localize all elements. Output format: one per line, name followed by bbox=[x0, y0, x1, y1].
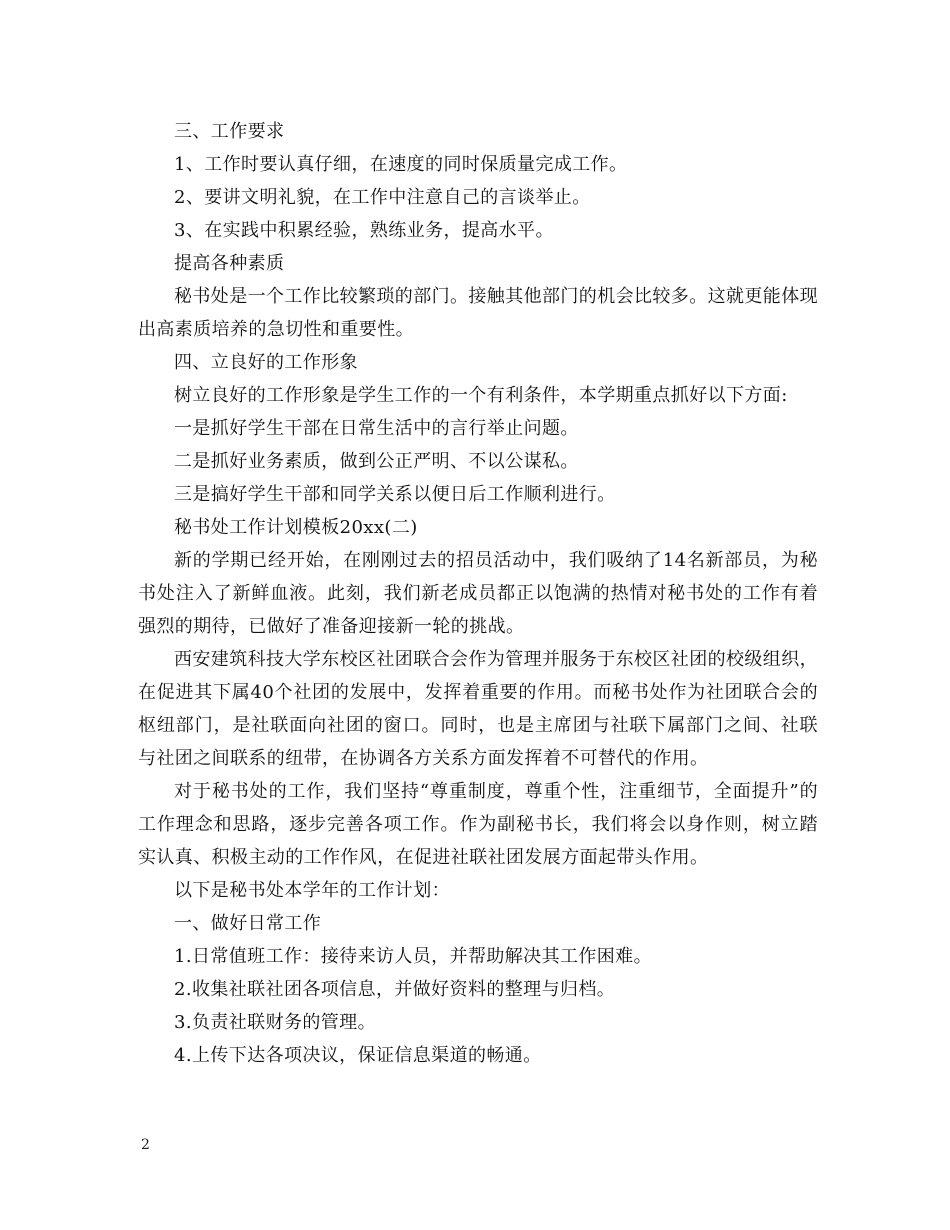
requirement-item-2: 2、要讲文明礼貌，在工作中注意自己的言谈举止。 bbox=[174, 187, 591, 208]
daily-work-item-1: 1.日常值班工作：接待来访人员，并帮助解决其工作困难。 bbox=[174, 946, 652, 967]
requirement-item-3: 3、在实践中积累经验，熟练业务，提高水平。 bbox=[174, 220, 554, 241]
daily-work-item-2: 2.收集社联社团各项信息，并做好资料的整理与归档。 bbox=[174, 979, 616, 1000]
paragraph-work-image: 树立良好的工作形象是学生工作的一个有利条件，本学期重点抓好以下方面: bbox=[174, 385, 788, 406]
daily-work-item-4: 4.上传下达各项决议，保证信息渠道的畅通。 bbox=[174, 1045, 542, 1066]
work-image-point-3: 三是搞好学生干部和同学关系以便日后工作顺利进行。 bbox=[174, 484, 616, 505]
section-heading-daily-work: 一、做好日常工作 bbox=[174, 913, 322, 934]
daily-work-item-3: 3.负责社联财务的管理。 bbox=[174, 1012, 376, 1033]
paragraph-plan-intro: 以下是秘书处本学年的工作计划： bbox=[174, 880, 450, 901]
work-image-point-2: 二是抓好业务素质，做到公正严明、不以公谋私。 bbox=[174, 451, 579, 472]
template-title-part-two: 秘书处工作计划模板20xx(二) bbox=[174, 517, 418, 538]
document-body bbox=[138, 115, 818, 1072]
paragraph-secretariat-complexity: 秘书处是一个工作比较繁琐的部门。接触其他部门的机会比较多。这就更能体现出高素质培养的急切性和重要性。 bbox=[138, 286, 818, 340]
requirement-item-1: 1、工作时要认真仔细，在速度的同时保质量完成工作。 bbox=[174, 154, 628, 175]
paragraph-work-philosophy: 对于秘书处的工作，我们坚持“尊重制度，尊重个性，注重细节，全面提升”的工作理念和思路，逐步完善各项工作。作为副秘书长，我们将会以身作则，树立踏实认真、积极主动的工作作风，在促进社联社团发展方面起带头作用。 bbox=[138, 781, 818, 868]
work-image-point-1: 一是抓好学生干部在日常生活中的言行举止问题。 bbox=[174, 418, 579, 439]
paragraph-club-union: 西安建筑科技大学东校区社团联合会作为管理并服务于东校区社团的校级组织，在促进其下属40个社团的发展中，发挥着重要的作用。而秘书处作为社团联合会的枢纽部门，是社联面向社团的窗口。同时，也是主席团与社联下属部门之间、社联与社团之间联系的纽带，在协调各方关系方面发挥着不可替代的作用。 bbox=[138, 649, 818, 769]
section-heading-work-image: 四、立良好的工作形象 bbox=[174, 352, 358, 373]
page-number: 2 bbox=[141, 1137, 150, 1153]
paragraph-new-semester: 新的学期已经开始，在刚刚过去的招员活动中，我们吸纳了14名新部员，为秘书处注入了新鲜血液。此刻，我们新老成员都正以饱满的热情对秘书处的工作有着强烈的期待，已做好了准备迎接新一轮的挑战。 bbox=[138, 550, 818, 637]
section-heading-work-requirements: 三、工作要求 bbox=[174, 121, 285, 142]
subheading-improve-qualities: 提高各种素质 bbox=[174, 253, 285, 274]
